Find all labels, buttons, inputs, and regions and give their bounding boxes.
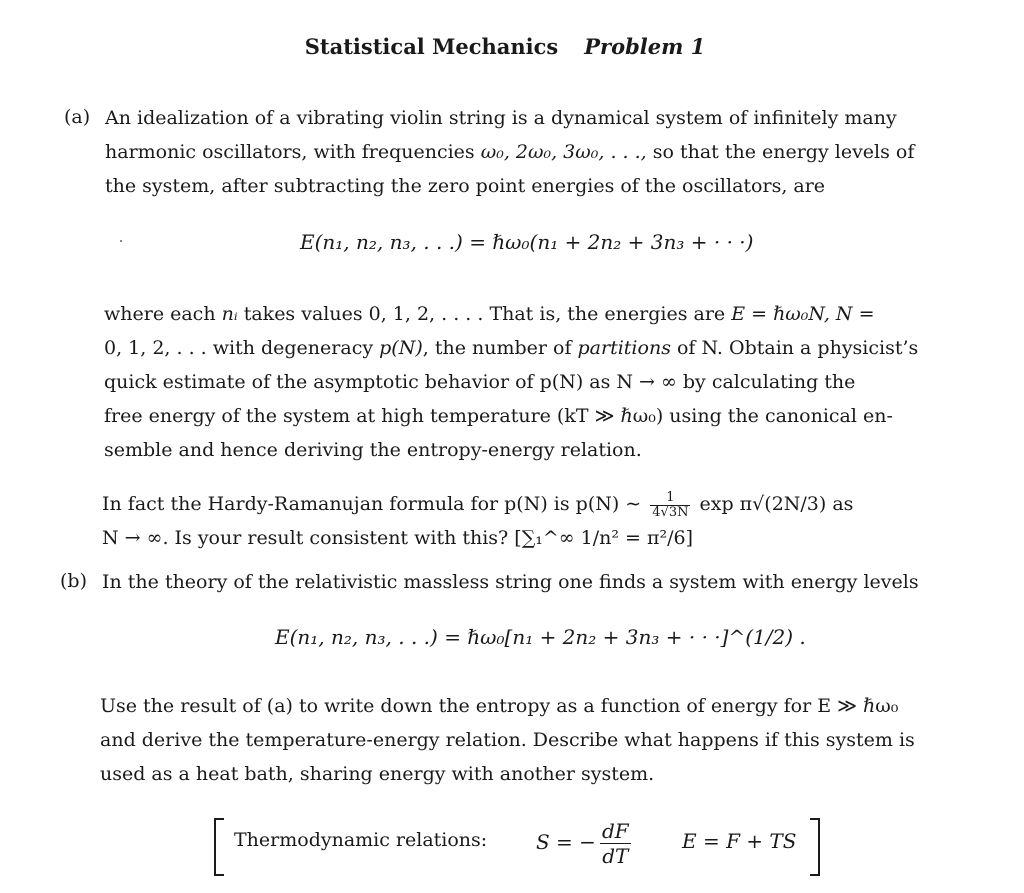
hardy-ramanujan-paragraph (102, 487, 962, 555)
part-b-body-line2: and derive the temperature-energy relation. Describe what happens if this system is (100, 729, 915, 751)
thermodynamic-relations-box (214, 818, 820, 872)
dF-dT-fraction: $\frac{dF}{dT}$ (601, 819, 629, 868)
partitions-term: partitions (577, 337, 671, 359)
part-b-line1: In the theory of the relativistic massless string one finds a system with energy levels (102, 571, 919, 593)
part-a-body (104, 297, 964, 467)
part-b-energy-equation: E(n₁, n₂, n₃, . . .) = ℏω₀[n₁ + 2n₂ + 3n₃ + · · ·]^(1/2) . (275, 625, 806, 649)
energy-relation: E = F + TS (682, 829, 797, 853)
part-a-label: (a) (64, 106, 91, 128)
scan-dot (120, 240, 122, 242)
thermo-label: Thermodynamic relations: (234, 829, 488, 851)
part-b-body-line1: Use the result of (a) to write down the entropy as a function of energy for E ≫ ℏω₀ (100, 695, 899, 717)
part-a-intro-line2: harmonic oscillators, with frequencies ω₀, 2ω₀, 3ω₀, . . ., so that the energy levels of (105, 141, 915, 163)
part-a-intro (105, 101, 955, 203)
entropy-relation: S = − $\frac{dF}{dT}$ (536, 819, 629, 868)
page-title (0, 34, 1010, 59)
part-a-body-line4: free energy of the system at high temperature (kT ≫ ℏω₀) using the canonical en- (104, 405, 893, 427)
part-a-body-line5: semble and hence deriving the entropy-energy relation. (104, 439, 642, 461)
hr-line2: N → ∞. Is your result consistent with this? [∑₁^∞ 1/n² = π²/6] (102, 527, 694, 549)
part-a-body-line3: quick estimate of the asymptotic behavior of p(N) as N → ∞ by calculating the (104, 371, 856, 393)
right-bracket (810, 818, 820, 876)
hr-line1: In fact the Hardy-Ramanujan formula for p(N) is p(N) ∼ $\frac{1}{4√3N}$ exp π√(2N/3) as (102, 489, 854, 520)
part-b-label: (b) (60, 570, 87, 592)
frequencies-math: ω₀, 2ω₀, 3ω₀, . . ., (480, 141, 647, 163)
left-bracket (214, 818, 224, 876)
hr-fraction: $\frac{1}{4√3N}$ (652, 489, 689, 520)
title-sub: Problem 1 (584, 34, 706, 59)
part-b-body-line3: used as a heat bath, sharing energy with another system. (100, 763, 655, 785)
part-a-body-line1: where each nᵢ takes values 0, 1, 2, . . . . That is, the energies are E = ℏω₀N, N = (104, 303, 875, 325)
part-a-intro-line3: the system, after subtracting the zero point energies of the oscillators, are (105, 175, 826, 197)
part-a-energy-equation: E(n₁, n₂, n₃, . . .) = ℏω₀(n₁ + 2n₂ + 3n₃ + · · ·) (300, 230, 754, 254)
title-main: Statistical Mechanics (304, 34, 559, 59)
part-a-body-line2: 0, 1, 2, . . . with degeneracy p(N), the number of partitions of N. Obtain a physicist’s (104, 337, 919, 359)
part-b-body (100, 689, 960, 791)
part-a-intro-line1: An idealization of a vibrating violin string is a dynamical system of infinitely many (105, 107, 897, 129)
